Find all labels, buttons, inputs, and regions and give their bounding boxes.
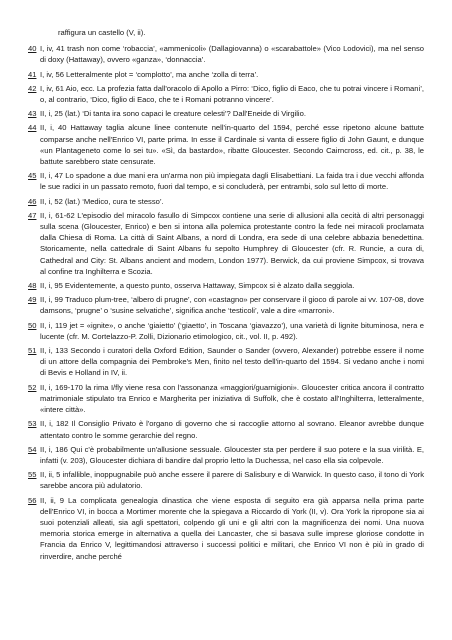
footnote-49 [28, 294, 424, 316]
footnote-text: II, i, 99 Traduco plum-tree, ‘albero di prugne’, con «castagno» per conservare il gioco di parole ai vv. 107-08, dove damsons, ‘prugne’ o ‘susine selvatiche’, significa anche ‘testicoli’, vale a dire «marroni». [40, 295, 424, 316]
footnote-number[interactable]: 52 [28, 382, 37, 392]
footnote-52 [28, 382, 424, 416]
footnote-text: II, ii, 5 infallible, inoppugnabile può anche essere il parere di Salisbury e di Warwick. In questo caso, il tono di York sarebbe ancora più adulatorio. [40, 470, 424, 491]
footnote-41 [28, 69, 424, 80]
footnote-43 [28, 108, 424, 119]
document-page [28, 27, 424, 565]
footnote-text: I, iv, 61 Aio, ecc. La profezia fatta dall'oracolo di Apollo a Pirro: ‘Dico, figlio di Eaco, che tu potrai vincere i Romani’, o, al contrario, ‘Dico, figlio di Eaco, che te i Romani potranno vincere’. [40, 83, 424, 105]
footnote-45 [28, 170, 424, 192]
footnote-text: II, i, 95 Evidentemente, a questo punto, osserva Hattaway, Simpcox si è alzato dalla seggiola. [40, 281, 355, 291]
footnote-number[interactable]: 54 [28, 444, 37, 454]
footnote-number[interactable]: 47 [28, 210, 37, 220]
footnote-number[interactable]: 42 [28, 83, 37, 93]
footnote-text: II, i, 169-170 la rima I/fly viene resa con l'assonanza «maggiori/guarnigioni». Gloucester critica ancora il contratto matrimoniale stipulato tra Enrico e Margherita per iniziativa di Suffolk, che è costato all'Inghilterra, letteralmente, «intere città». [40, 382, 424, 415]
footnote-text: I, iv, 56 Letteralmente plot = ‘complotto’, ma anche ‘zolla di terra’. [40, 69, 259, 79]
footnote-text: II, i, 119 jet = «ignite», o anche ‘giaietto’ (‘giaetto’, in Toscana ‘giavazzo’), una varietà di lignite bituminosa, nera e lucente (cfr. M. Cortelazzo-P. Zolli, Dizionario etimologico, cit., vol. II, p. 492). [40, 320, 424, 341]
footnote-number[interactable]: 49 [28, 295, 37, 305]
footnote-44 [28, 122, 424, 167]
footnote-number[interactable]: 46 [28, 196, 37, 206]
footnote-text: II, i, 52 (lat.) ‘Medico, cura te stesso’. [40, 196, 164, 206]
footnote-number[interactable]: 56 [28, 495, 37, 505]
footnote-number[interactable]: 50 [28, 320, 37, 330]
continuation-text: raffigura un castello (V, ii). [58, 28, 146, 37]
footnote-number[interactable]: 55 [28, 470, 37, 480]
footnote-42 [28, 83, 424, 105]
footnote-51 [28, 345, 424, 379]
footnote-text: II, i, 182 Il Consiglio Privato è l'organo di governo che si raccoglie attorno al sovrano. Eleanor avrebbe dunque attentato contro le somme gerarchie del regno. [40, 419, 424, 440]
footnote-number[interactable]: 51 [28, 346, 37, 356]
footnote-53 [28, 418, 424, 440]
footnote-46 [28, 196, 424, 207]
footnote-number[interactable]: 41 [28, 69, 37, 79]
footnote-text: II, i, 186 Qui c'è probabilmente un'allusione sessuale. Gloucester sta per perdere il suo potere e la sua virilità. E, infatti (v. 203), Gloucester dichiara di bandire dal proprio letto la Duchessa, nel caso ella sia colpevole. [40, 444, 424, 465]
footnote-number[interactable]: 43 [28, 109, 37, 119]
footnote-text: II, i, 61-62 L'episodio del miracolo fasullo di Simpcox contiene una serie di allusioni alla cecità di altri personaggi sulla scena (Gloucester, Enrico) e ben si intona alla polemica protestante contro la fede nei miracoli proclamata dalla Chiesa di Roma. La città di Saint Albans, a nord di Londra, era sede di una celebre abbazia benedettina. Storicamente, nella cattedrale di Saint Albans fu sepolto Humphrey di Gloucester (cfr. R. Runcie, a cura di, Cathedral and City: St. Albans ancient and modern, London 1977). Berwick, da cui proviene Simpcox, si trovava al confine tra Inghilterra e Scozia. [40, 210, 424, 276]
footnote-text: II, i, 47 Lo spadone a due mani era un'arma non più impiegata dagli Elisabettiani. La faida tra i due vecchi affonda le sue radici in un passato remoto, fuori dal tempo, e si concluderà, per entrambi, solo sul letto di morte. [40, 171, 424, 192]
footnote-55 [28, 469, 424, 491]
footnote-text: II, i, 133 Secondo i curatori della Oxford Edition, Saunder o Sander (ovvero, Alexander) potrebbe essere il nome di un attore della compagnia dei Pembroke's Men, finito nel testo dell'in-quarto del 1594. Si vedano anche i nomi di Bevis e Holland in IV, ii. [40, 346, 424, 378]
footnote-number[interactable]: 48 [28, 281, 37, 291]
footnote-number[interactable]: 40 [28, 44, 37, 54]
footnote-text: II, ii, 9 La complicata genealogia dinastica che viene esposta di seguito era già apparsa nella prima parte dell'Enrico VI, in bocca a Mortimer morente che la spiegava a Riccardo di York (II, v). Ora York la ripropone sia ai suoi potenziali alleati, sia agli spettatori, colpendo gli uni e gli altri con la magnificenza dei nomi. Una nuova memoria storica emerge in alternativa a quella dei Lancaster, che si basava sulle imprese gloriose condotte in Francia da Enrico V, legittimandosi attraverso i successi politici e militari, che Enrico VI non è più in grado di rinverdire, anche perché [40, 495, 424, 561]
footnote-text: II, i, 25 (lat.) ‘Di tanta ira sono capaci le creature celesti’? Dall'Eneide di Virgilio. [40, 109, 306, 119]
footnote-54 [28, 444, 424, 466]
footnote-40 [28, 43, 424, 65]
footnote-text: II, i, 40 Hattaway taglia alcune linee contenute nell'in-quarto del 1594, perché esse ripetono alcune battute comparse anche nell'Enrico VI, parte prima. In esse il Cardinale si vanta di essere figlio di John Gaunt, e dunque «un Plantageneto come lo sei tu». «Sì, da bastardo», ribatte Gloucester. Secondo Cairncross, ed. cit., p. 38, le battute sarebbero state censurate. [40, 123, 424, 167]
footnote-50 [28, 320, 424, 342]
footnote-48 [28, 280, 424, 291]
footnote-number[interactable]: 45 [28, 171, 37, 181]
footnote-text: I, iv, 41 trash non come ‘robaccia’, «ammenicoli» (Dallagiovanna) o «scarabattole» (Vico Lodovici), ma nel senso di doxy (Hattaway), ovvero «ganza», ‘donnaccia’. [40, 44, 424, 65]
footnote-47 [28, 210, 424, 277]
footnote-number[interactable]: 44 [28, 123, 37, 133]
footnote-56 [28, 495, 424, 562]
footnote-number[interactable]: 53 [28, 419, 37, 429]
